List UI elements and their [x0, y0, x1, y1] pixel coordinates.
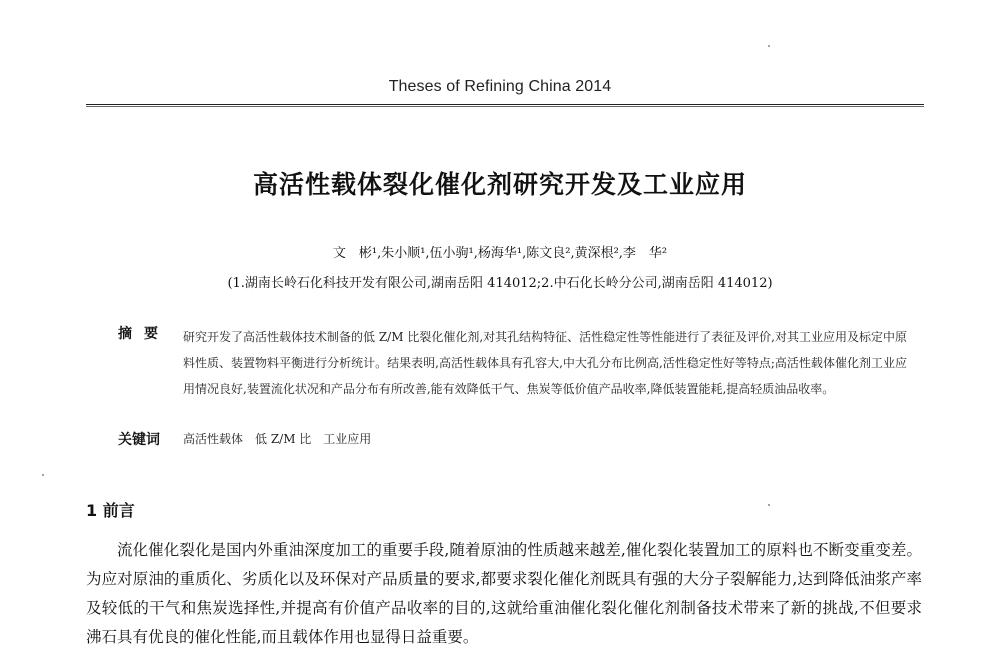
- scan-speck: [42, 474, 44, 476]
- scan-speck: [768, 504, 770, 506]
- scan-speck: [768, 45, 770, 47]
- header-rule: [86, 104, 924, 105]
- author-list: 文 彬¹,朱小顺¹,伍小驹¹,杨海华¹,陈文良²,黄深根²,李 华²: [332, 246, 668, 261]
- abstract-label: 摘要: [118, 326, 170, 342]
- abstract-text: 研究开发了高活性载体技术制备的低 Z/M 比裂化催化剂,对其孔结构特征、活性稳定性等性能进行了表征及评价,对其工业应用及标定中原料性质、装置物料平衡进行分析统计。结果表明,高活性载体具有孔容大,中大孔分布比例高,活性稳定性好等特点;高活性载体催化剂工业应用情况良好,装置流化状况和产品分布有所改善,能有效降低干气、焦炭等低价值产品收率,降低装置能耗,提高轻质油品收率。: [183, 330, 907, 396]
- journal-header-title: Theses of Refining China 2014: [388, 78, 612, 95]
- introduction-paragraph: 流化催化裂化是国内外重油深度加工的重要手段,随着原油的性质越来越差,催化裂化装置加工的原料也不断变重变差。为应对原油的重质化、劣质化以及环保对产品质量的要求,都要求裂化催化剂既具有强的大分子裂解能力,达到降低油浆产率及较低的干气和焦炭选择性,并提高有价值产品收率的目的,这就给重油催化裂化催化剂制备技术带来了新的挑战,不但要求沸石具有优良的催化性能,而且载体作用也显得日益重要。: [86, 541, 922, 646]
- paper-title: 高活性载体裂化催化剂研究开发及工业应用: [252, 170, 747, 199]
- keywords-text: 高活性载体 低 Z/M 比 工业应用: [183, 432, 372, 446]
- section-heading-introduction: 1 前言: [86, 501, 135, 520]
- keywords-label: 关键词: [118, 432, 160, 448]
- header-rule-secondary: [86, 106, 924, 107]
- author-affiliation: (1.湖南长岭石化科技开发有限公司,湖南岳阳 414012;2.中石化长岭分公司,湖南岳阳 414012): [227, 276, 773, 291]
